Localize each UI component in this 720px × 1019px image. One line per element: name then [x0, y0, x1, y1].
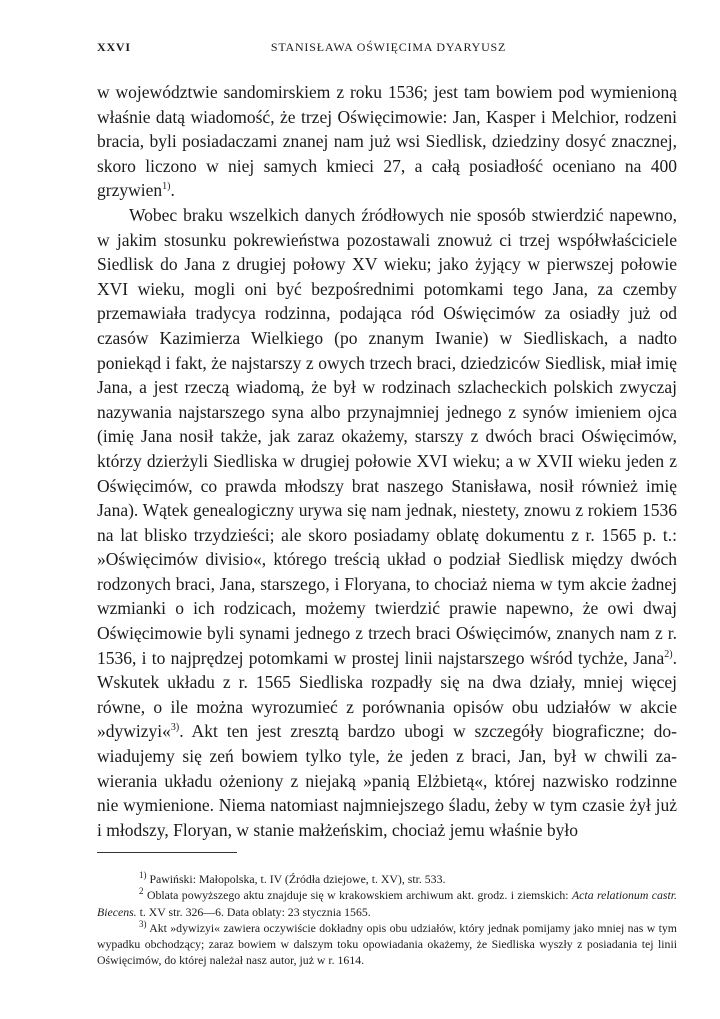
footnote-3-text: Akt »dywizyi« zawiera oczywiście dokładny opis obu udziałów, który jednak pomijamy jako mniej nas w tym wypadku obchodzący; zaraz bowiem w dalszym toku opowiadania okażemy, że Siedliska wyszły z posiadania tej linii Oświęcimów, do której należał nasz autor, już w r. 1614.: [97, 920, 677, 968]
paragraph-2-text-continued: . Wskutek układu z r. 1565 Siedliska rozpadły się na dwa działy, mniej więcej równe, o ile można wyrozumieć z porównania opisów obu udziałów w akcie »dywizyi«: [97, 647, 677, 742]
paragraph-1: [97, 80, 677, 203]
footnote-ref-1: 1): [162, 181, 171, 193]
footnote-divider: [97, 852, 237, 853]
body-text: [97, 80, 677, 842]
footnote-2-text-end: t. XV str. 326—6. Data oblaty: 23 stycznia 1565.: [136, 904, 371, 919]
footnote-ref-2: 2): [664, 648, 673, 660]
footnote-3-mark: 3): [139, 918, 147, 929]
paragraph-1-end: .: [170, 180, 175, 201]
paragraph-2-text-end: . Akt ten jest zresztą bardzo ubogi w szczegóły biograficzne; dowiadujemy się zeń bowiem tylko tyle, że jeden z braci, Jan, był w chwili zawierania układu ożeniony z niejaką »panią Elżbietą«, której nazwisko rodzinne nie wymienione. Niema natomiast najmniejszego śladu, żeby w tym czasie żył już i młodszy, Floryan, w stanie małżeńskim, chociaż jemu właśnie było: [97, 721, 677, 840]
page-header: [97, 40, 680, 60]
footnote-2: [97, 887, 677, 920]
footnotes: [97, 871, 677, 969]
page-number: XXVI: [97, 40, 131, 54]
footnote-1: [97, 871, 677, 887]
footnote-1-text: Pawiński: Małopolska, t. IV (Źródła dziejowe, t. XV), str. 533.: [149, 872, 446, 886]
paragraph-2-text: Wobec braku wszelkich danych źródłowych nie sposób stwierdzić napewno, w jakim stosunku pokrewieństwa pozostawali znowuż ci trzej współwłaściciele Siedlisk do Jana z drugiej połowy XV wieku; jako żyjący w pierwszej połowie XVI wieku, mogli oni być bezpośrednimi potomkami tego Jana, za czemby przemawiała tradycya rodzinna, podająca ród Oświęcimów za osiadły już od czasów Kazimierza Wielkiego (po znanym Iwanie) w Siedliskach, a nadto poniekąd i fakt, że najstarszy z owych trzech braci, dziedziców Siedlisk, miał imię Jana, a jest rzeczą wiadomą, że był w rodzinach szlacheckich polskich zwyczaj nazywania najstarszego syna albo przynajmniej jednego z synów imieniem ojca (imię Jana nosił także, jak zaraz okażemy, starszy z dwóch braci Oświęcimów, którzy dzierżyli Siedliska w drugiej połowie XVI wieku; a w XVII wieku jeden z Oświęcimów, co prawda młodszy brat naszego Stanisława, nosił również imię Jana). Wątek genealogiczny urywa się nam jednak, niestety, znowu z rokiem 1536 na lat blisko trzydzieści; ale skoro posiadamy oblatę dokumentu z r. 1565 p. t.: »Oświęcimów divisio«, którego treścią układ o podział Siedlisk między dwóch rodzonych braci, Jana, starszego, i Floryana, to chociaż niema w tym akcie żadnej wzmianki o ich rodzicach, możemy twierdzić prawie napewno, że owi dwaj Oświęcimowie byli synami jednego z trzech braci Oświęcimów, znanych nam z r. 1536, i to najprędzej potomkami w prostej linii najstarszego wśród tychże, Jana: [97, 204, 677, 668]
footnote-2-mark: 2: [139, 886, 144, 897]
paragraph-2: [97, 203, 677, 842]
footnote-2-source-title: Acta relationum castr. Biecens.: [97, 888, 678, 919]
footnote-2-text: Oblata powyższego aktu znajduje się w krakowskiem archiwum akt. grodz. i ziemskich:: [146, 888, 572, 903]
footnote-1-mark: 1): [139, 870, 147, 881]
running-title: STANISŁAWA OŚWIĘCIMA DYARYUSZ: [270, 40, 507, 54]
footnote-ref-3: 3): [170, 722, 180, 734]
paragraph-1-text: w województwie sandomirskiem z roku 1536; jest tam bowiem pod wymienioną właśnie datą wiadomość, że trzej Oświęcimowie: Jan, Kasper i Melchior, rodzeni bracia, byli posiadaczami znanej nam już wsi Siedlisk, dziedziny dosyć znacznej, skoro liczono w niej samych kmieci 27, a całą posiadłość oceniano na 400 grzywien: [97, 82, 677, 201]
footnote-3: [97, 920, 677, 969]
